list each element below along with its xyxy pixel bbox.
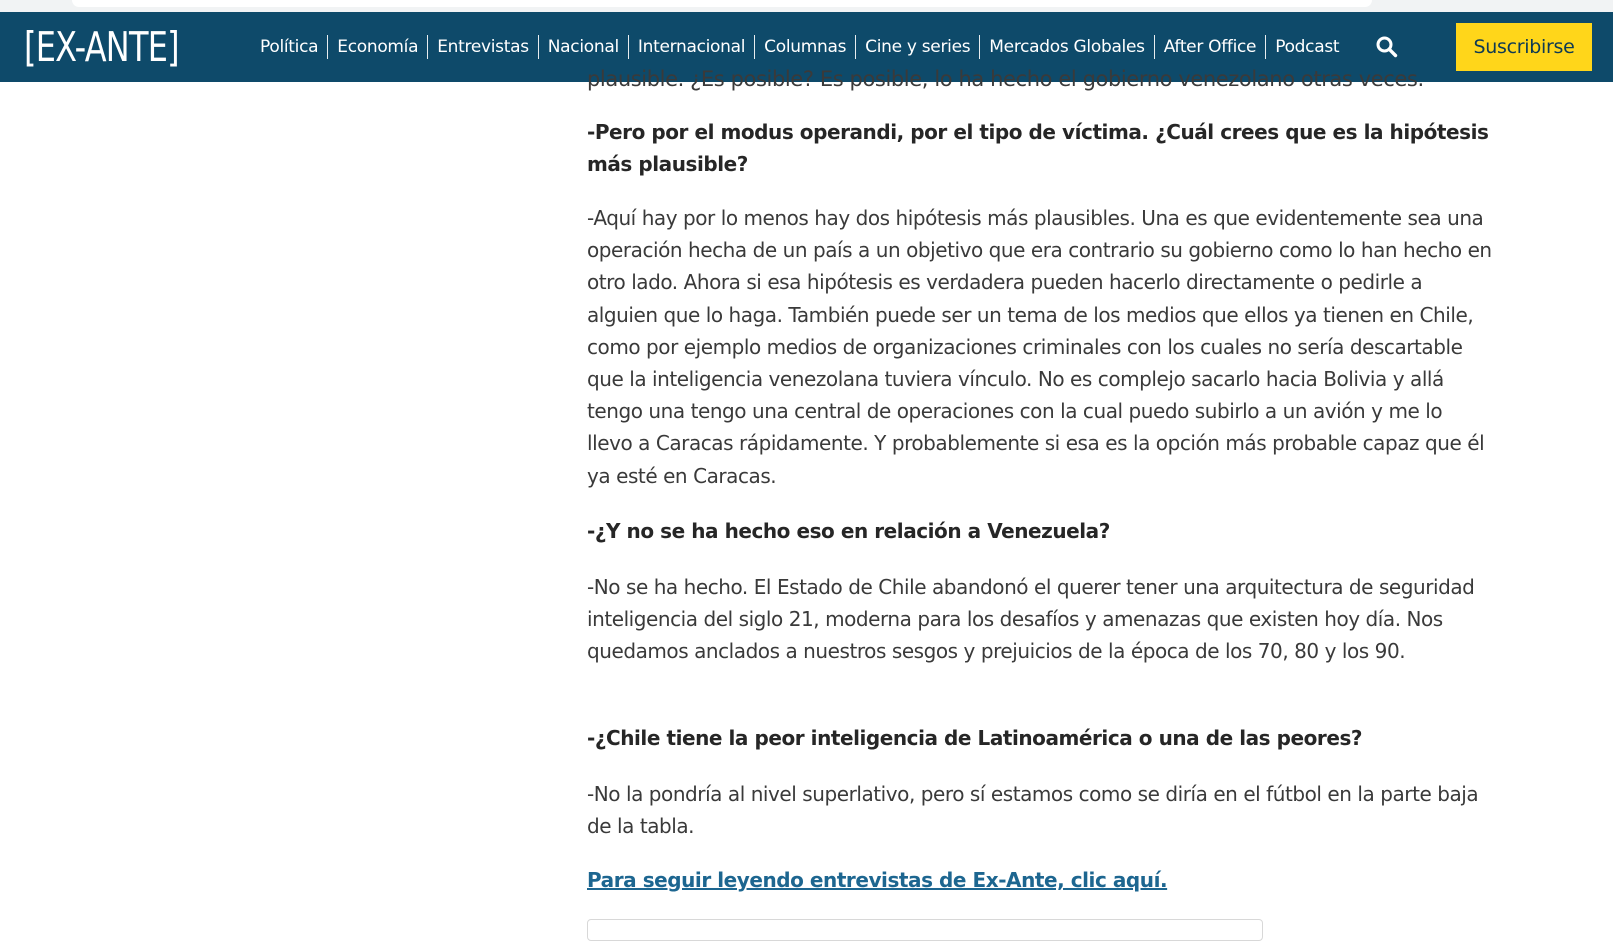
nav-item-columnas [755, 34, 856, 60]
search-icon [1374, 34, 1400, 60]
nav-item-politica [251, 34, 328, 60]
nav-item-after-office [1155, 34, 1267, 60]
nav-link-cine-y-series[interactable]: Cine y series [865, 37, 971, 57]
nav-link-columnas[interactable]: Columnas [764, 37, 847, 57]
nav-divider [538, 35, 539, 59]
browser-address-bar-edge [72, 0, 1372, 7]
nav-divider [855, 35, 856, 59]
nav-link-economia[interactable]: Economía [337, 37, 419, 57]
nav-link-mercados-globales[interactable]: Mercados Globales [989, 37, 1145, 57]
nav-divider [979, 35, 980, 59]
nav-link-podcast[interactable]: Podcast [1275, 37, 1340, 57]
nav-divider [628, 35, 629, 59]
interview-question: -¿Y no se ha hecho eso en relación a Venezuela? [587, 519, 1110, 543]
nav-item-internacional [629, 34, 755, 60]
nav-item-cine-y-series [856, 34, 980, 60]
interview-answer: -Aquí hay por lo menos hay dos hipótesis más plausibles. Una es que evidentemente sea una operación hecha de un país a un objetivo que era contrario su gobierno como lo han hecho en otro lado. Ahora si esa hipótesis es verdadera pueden hacerlo directamente o pedirle a alguien que lo haga. También puede ser un tema de los medios que ellos ya tienen en Chile, como por ejemplo medios de organizaciones criminales con los cuales no sería descartable que la inteligencia venezolana tuviera vínculo. No es complejo sacarlo hacia Bolivia y allá tengo una tengo una central de operaciones con la cual puedo subirlo a un avión y me lo llevo a Caracas rápidamente. Y probablemente si esa es la opción más probable capaz que él ya esté en Caracas. [587, 206, 1492, 488]
embedded-content-box [587, 919, 1263, 941]
main-nav [251, 34, 1348, 60]
browser-top-strip [0, 0, 1613, 12]
nav-link-politica[interactable]: Política [260, 37, 319, 57]
interview-question: -Pero por el modus operandi, por el tipo de víctima. ¿Cuál crees que es la hipótesis más plausible? [587, 120, 1489, 176]
nav-item-nacional [539, 34, 629, 60]
interview-answer: -No se ha hecho. El Estado de Chile abandonó el querer tener una arquitectura de seguridad inteligencia del siglo 21, moderna para los desafíos y amenazas que existen hoy día. Nos quedamos anclados a nuestros sesgos y prejuicios de la época de los 70, 80 y los 90. [587, 575, 1475, 664]
interview-question: -¿Chile tiene la peor inteligencia de Latinoamérica o una de las peores? [587, 726, 1363, 750]
nav-link-nacional[interactable]: Nacional [547, 37, 619, 57]
nav-link-after-office[interactable]: After Office [1163, 37, 1257, 57]
nav-divider [1265, 35, 1266, 59]
read-more-interviews-link[interactable]: Para seguir leyendo entrevistas de Ex-Ante, clic aquí. [587, 868, 1168, 892]
nav-divider [327, 35, 328, 59]
nav-link-internacional[interactable]: Internacional [637, 37, 746, 57]
search-button[interactable] [1374, 34, 1400, 60]
nav-link-entrevistas[interactable]: Entrevistas [437, 37, 529, 57]
nav-item-entrevistas [428, 34, 539, 60]
nav-item-mercados-globales [980, 34, 1154, 60]
nav-item-podcast [1266, 34, 1348, 60]
site-logo[interactable]: [EX-ANTE] [24, 23, 179, 71]
nav-divider [427, 35, 428, 59]
nav-divider [1154, 35, 1155, 59]
nav-divider [754, 35, 755, 59]
subscribe-button[interactable]: Suscribirse [1456, 23, 1592, 71]
article-partial-paragraph: plausible. ¿Es posible? Es posible, lo ha hecho el gobierno venezolano otras veces. [587, 67, 1424, 91]
nav-item-economia [328, 34, 428, 60]
interview-answer: -No la pondría al nivel superlativo, pero sí estamos como se diría en el fútbol en la parte baja de la tabla. [587, 782, 1479, 839]
